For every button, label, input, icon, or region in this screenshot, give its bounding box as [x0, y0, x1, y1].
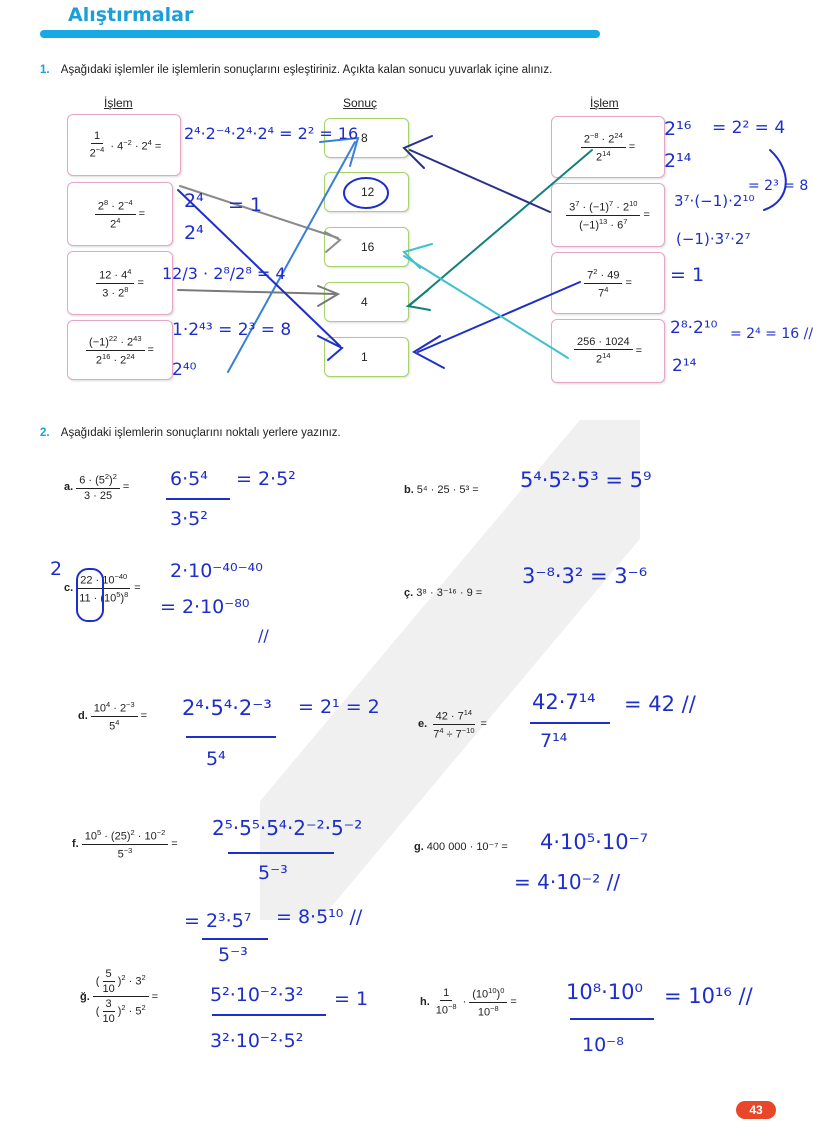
fraction: $\frac{1}{2^{-4}}$ — [89, 130, 105, 160]
answer-g-breve-fraction-bar — [212, 1014, 326, 1016]
fraction: $\frac{10^4 \cdot 2^{-3}}{5^4}$ — [91, 700, 138, 732]
answer-h-result: = 10¹⁶ // — [664, 984, 753, 1008]
answer-a-fraction-bar — [166, 498, 230, 500]
problem-c-cedilla — [404, 586, 482, 599]
handwriting-left-4b: 2⁴⁰ — [172, 360, 197, 380]
circled-coefficient — [76, 568, 104, 622]
answer-g-result: = 4·10⁻² // — [514, 870, 621, 894]
page-number: 43 — [736, 1101, 776, 1119]
answer-f-denominator: 5⁻³ — [258, 862, 288, 884]
result-box-4: 4 — [324, 282, 409, 322]
fraction: $\frac{10^5 \cdot (25)^2 \cdot 10^{-2}}{5^{-3}}$ — [82, 828, 169, 860]
handwriting-right-2b: (−1)·3⁷·2⁷ — [676, 230, 751, 248]
equals-sign: = — [510, 996, 517, 1009]
equals-sign: = — [147, 344, 154, 356]
problem-g-breve — [80, 968, 158, 1025]
answer-c-step1: 2·10⁻⁴⁰⁻⁴⁰ — [170, 560, 263, 582]
column-header-left: İşlem — [104, 96, 133, 110]
result-box-2: 12 — [324, 172, 409, 212]
handwriting-right-1c: 2¹⁴ — [664, 150, 692, 172]
answer-a-numerator: 6·5⁴ — [170, 468, 208, 490]
answer-f-fraction-bar — [228, 852, 334, 854]
answer-e-numerator: 42·7¹⁴ — [532, 690, 596, 714]
answer-f-denominator-2: 5⁻³ — [218, 944, 248, 966]
fraction: $\frac{12 \cdot 4^4}{3 \cdot 2^8}$ — [96, 267, 134, 299]
fraction: $\frac{(10^{10})^0}{10^{-8}}$ — [469, 986, 507, 1018]
column-header-middle: Sonuç — [343, 96, 378, 110]
problem-a — [64, 472, 129, 502]
problem-label: ğ. — [80, 990, 90, 1003]
fraction: $\frac{42 \cdot 7^{14}}{7^4 \div 7^{-10}}$ — [433, 708, 475, 741]
problem-label: c. — [64, 582, 74, 595]
answer-c-cedilla: 3⁻⁸·3² = 3⁻⁶ — [522, 564, 648, 588]
answer-c-mark: // — [258, 626, 269, 645]
answer-e-result: = 42 // — [624, 692, 696, 716]
answer-d-fraction-bar — [186, 736, 276, 738]
question-2 — [40, 427, 341, 439]
arrow-right-3-to-1 — [418, 282, 580, 352]
answer-g-breve-denominator: 3²·10⁻²·5² — [210, 1030, 304, 1052]
handwriting-right-3: = 1 — [670, 264, 705, 286]
equals-sign: = — [635, 345, 643, 357]
problem-b — [404, 484, 479, 496]
problem-label: d. — [78, 710, 88, 723]
equals-sign: = — [628, 141, 636, 153]
answer-a-result: = 2·5² — [236, 468, 296, 490]
answer-d-result: = 2¹ = 2 — [298, 696, 380, 718]
multiply-sign: · — [462, 996, 467, 1009]
result-box-3: 16 — [324, 227, 409, 267]
circled-answer — [344, 178, 388, 208]
problem-e — [418, 708, 487, 740]
expression-text: 5⁴ · 25 · 5³ = — [416, 484, 479, 496]
problem-d — [78, 700, 147, 732]
handwriting-right-4b: = 2⁴ = 16 // — [730, 326, 813, 342]
problem-h — [420, 986, 517, 1018]
problem-label: a. — [64, 480, 74, 493]
answer-a-denominator: 3·5² — [170, 508, 208, 530]
result-box-5: 1 — [324, 337, 409, 377]
handwriting-right-4c: 2¹⁴ — [672, 356, 697, 376]
arrow-right-1-to-4 — [410, 150, 592, 305]
answer-h-fraction-bar — [570, 1018, 654, 1020]
answer-g-breve-numerator: 5²·10⁻²·3² — [210, 984, 304, 1006]
question-text: Aşağıdaki işlemler ile işlemlerin sonuçlarını eşleştiriniz. Açıkta kalan sonucu yuvarlak içine alınız. — [60, 64, 553, 76]
column-header-right: İşlem — [590, 96, 619, 110]
handwriting-left-1: 2⁴·2⁻⁴·2⁴·2⁴ = 2² = 16 — [184, 124, 359, 143]
problem-label: ç. — [404, 586, 414, 599]
handwriting-right-1: 2¹⁶ — [664, 118, 692, 140]
answer-e-fraction-bar — [530, 722, 610, 724]
question-number: 1. — [40, 64, 50, 76]
problem-label: h. — [420, 996, 430, 1009]
answer-b: 5⁴·5²·5³ = 5⁹ — [520, 468, 652, 492]
answer-c-step2: = 2·10⁻⁸⁰ — [160, 596, 250, 618]
equals-sign: = — [122, 480, 130, 493]
equals-sign: = — [137, 277, 144, 289]
fraction: $\frac{(-1)^{22} \cdot 2^{43}}{2^{16} \cdot 2^{24}}$ — [86, 334, 144, 366]
equals-sign: = — [171, 838, 178, 851]
handwriting-left-2c: 2⁴ — [184, 222, 204, 244]
fraction: ( $\frac{5}{10}$ )$^2 \cdot 3^2$ ( $\frac{3}{10}$ )$^2 \cdot 5^2$ — [93, 968, 149, 1025]
question-number: 2. — [40, 427, 50, 439]
page-title: Alıştırmalar — [68, 4, 194, 26]
answer-h-numerator: 10⁸·10⁰ — [566, 980, 643, 1004]
answer-g-step1: 4·10⁵·10⁻⁷ — [540, 830, 649, 854]
fraction: $\frac{256 \cdot 1024}{2^{14}}$ — [574, 336, 633, 366]
equals-sign: = — [140, 710, 148, 723]
fraction: $\frac{6 \cdot (5^2)^2}{3 \cdot 25}$ — [76, 472, 120, 502]
answer-h-denominator: 10⁻⁸ — [582, 1034, 624, 1056]
annotation-c: 2 — [50, 558, 63, 580]
handwriting-right-4: 2⁸·2¹⁰ — [670, 318, 718, 338]
problem-label: g. — [414, 840, 424, 853]
equals-sign: = — [151, 990, 159, 1003]
arrow-right-2-to-8 — [410, 150, 550, 212]
answer-f-result: = 8·5¹⁰ // — [276, 906, 363, 928]
equals-sign: = — [643, 209, 650, 221]
answer-e-denominator: 7¹⁴ — [540, 730, 568, 752]
fraction: $\frac{7^2 \cdot 49}{7^4}$ — [584, 267, 622, 299]
answer-f-step2: = 2³·5⁷ — [184, 910, 252, 932]
answer-g-breve-result: = 1 — [334, 988, 369, 1010]
fraction: $\frac{3^7 \cdot (-1)^7 \cdot 2^{10}}{(-1)^{13} \cdot 6^7}$ — [566, 199, 640, 231]
fraction: $\frac{22 \cdot 10^{-40}}{11 \cdot (10^5)^8}$ — [79, 572, 129, 605]
expression-text: · $4^{-2} \cdot 2^4$ = — [110, 137, 162, 153]
equals-sign: = — [138, 208, 146, 220]
handwriting-right-2: 3⁷·(−1)·2¹⁰ — [674, 192, 755, 210]
arrow-left-3-to-4 — [178, 290, 336, 294]
problem-label: e. — [418, 718, 428, 731]
problem-label: b. — [404, 484, 414, 496]
fraction: $\frac{2^8 \cdot 2^{-4}}{2^4}$ — [95, 198, 136, 230]
equals-sign: = — [134, 582, 141, 595]
problem-label: f. — [72, 838, 79, 851]
answer-d-denominator: 5⁴ — [206, 748, 226, 770]
fraction: $\frac{1}{10^{-8}}$ — [435, 987, 457, 1017]
fraction: $\frac{2^{-8} \cdot 2^{24}}{2^{14}}$ — [581, 131, 626, 163]
handwriting-left-3: 12/3 · 2⁸/2⁸ = 4 — [162, 264, 286, 283]
handwriting-left-2b: = 1 — [228, 194, 263, 216]
answer-d-numerator: 2⁴·5⁴·2⁻³ — [182, 696, 272, 720]
expression-text: 3⁸ · 3⁻¹⁶ · 9 = — [416, 587, 483, 599]
expression-text: 400 000 · 10⁻⁷ = — [426, 841, 508, 853]
handwriting-right-2c: = 2³ = 8 — [748, 178, 809, 194]
equals-sign: = — [480, 718, 487, 731]
problem-f — [72, 828, 178, 860]
handwriting-left-4: 1·2⁴³ = 2³ = 8 — [172, 320, 292, 340]
answer-f-fraction-bar-2 — [202, 938, 268, 940]
handwriting-left-2a: 2⁴ — [184, 190, 204, 212]
handwriting-right-1b: = 2² = 4 — [712, 118, 786, 138]
result-box-1: 8 — [324, 118, 409, 158]
question-text: Aşağıdaki işlemlerin sonuçlarını noktalı yerlere yazınız. — [60, 427, 341, 439]
problem-g — [414, 840, 508, 853]
answer-f-numerator: 2⁵·5⁵·5⁴·2⁻²·5⁻² — [212, 816, 363, 840]
equals-sign: = — [625, 277, 632, 289]
